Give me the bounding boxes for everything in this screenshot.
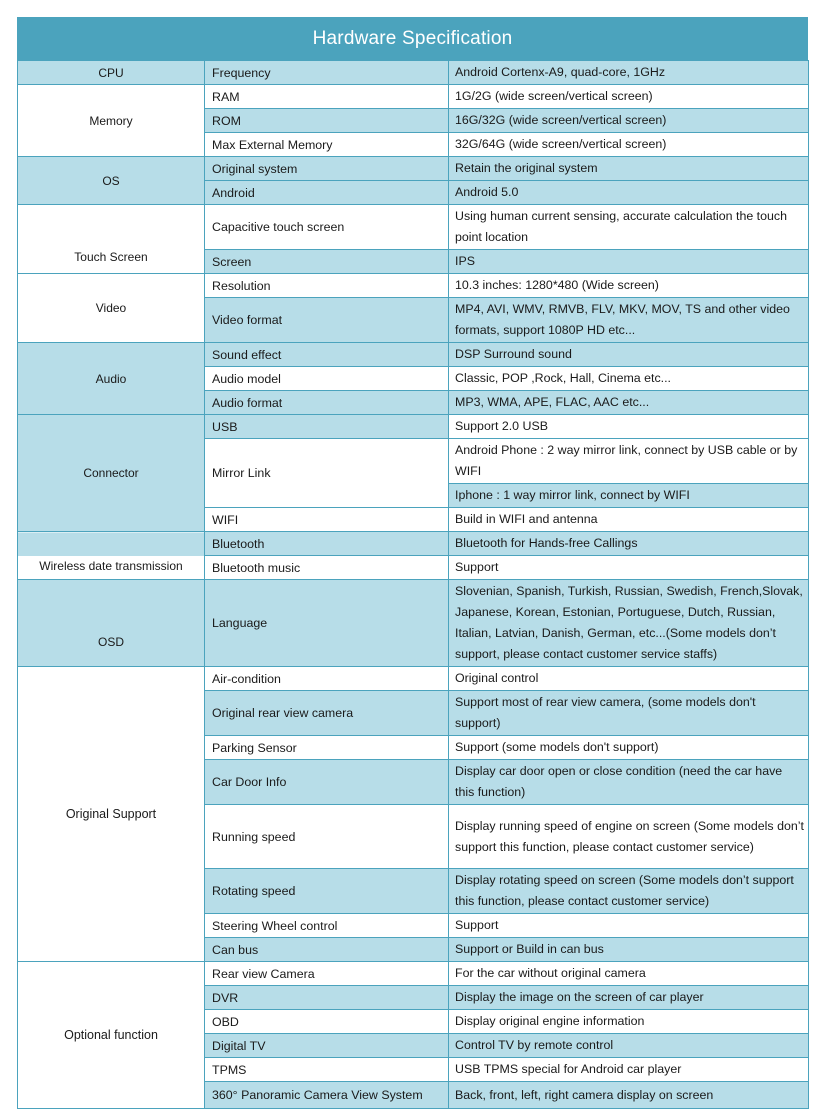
spec-name: Language [205,580,449,667]
spec-name: Car Door Info [205,760,449,805]
spec-name: Air-condition [205,667,449,691]
spec-value: Display the image on the screen of car player [449,986,809,1010]
category-wireless: Wireless date transmission [18,532,205,580]
spec-name: Audio format [205,391,449,415]
table-row [18,962,809,986]
table-row [18,205,809,250]
spec-value: Display rotating speed on screen (Some models don’t support this function, please contact customer service) [449,869,809,914]
spec-value: Android Cortenx-A9, quad-core, 1GHz [449,61,809,85]
spec-name: Original system [205,157,449,181]
table-row [18,157,809,181]
spec-value: Support [449,914,809,938]
spec-value: DSP Surround sound [449,343,809,367]
spec-name: Rotating speed [205,869,449,914]
spec-value: 10.3 inches: 1280*480 (Wide screen) [449,274,809,298]
spec-value: MP4, AVI, WMV, RMVB, FLV, MKV, MOV, TS and other video formats, support 1080P HD etc... [449,298,809,343]
spec-name: Video format [205,298,449,343]
spec-value: Display original engine information [449,1010,809,1034]
spec-value: Support (some models don't support) [449,736,809,760]
spec-value: USB TPMS special for Android car player [449,1058,809,1082]
spec-value: Build in WIFI and antenna [449,508,809,532]
spec-name: Parking Sensor [205,736,449,760]
table-row [18,85,809,109]
category-audio: Audio [18,343,205,415]
spec-value: Original control [449,667,809,691]
category-memory: Memory [18,85,205,157]
spec-value: Support 2.0 USB [449,415,809,439]
spec-value: MP3, WMA, APE, FLAC, AAC etc... [449,391,809,415]
title-bar [17,17,808,60]
spec-value: Android 5.0 [449,181,809,205]
spec-value: For the car without original camera [449,962,809,986]
spec-name: OBD [205,1010,449,1034]
spec-name: WIFI [205,508,449,532]
spec-value: Control TV by remote control [449,1034,809,1058]
category-original-support: Original Support [18,667,205,962]
spec-value: Using human current sensing, accurate calculation the touch point location [449,205,809,250]
spec-value: Back, front, left, right camera display on screen [449,1082,809,1109]
spec-name: Audio model [205,367,449,391]
spec-name: TPMS [205,1058,449,1082]
spec-value: 32G/64G (wide screen/vertical screen) [449,133,809,157]
spec-sheet [17,17,808,1109]
spec-name: Original rear view camera [205,691,449,736]
spec-value: Classic, POP ,Rock, Hall, Cinema etc... [449,367,809,391]
table-row [18,415,809,439]
spec-value: Display car door open or close condition (need the car have this function) [449,760,809,805]
spec-name: Max External Memory [205,133,449,157]
spec-name: Screen [205,250,449,274]
category-optional-function: Optional function [18,962,205,1109]
category-os: OS [18,157,205,205]
spec-value: Display running speed of engine on screen (Some models don’t support this function, please contact customer service) [449,805,809,869]
spec-name: Bluetooth music [205,556,449,580]
table-row [18,532,809,556]
spec-name: Bluetooth [205,532,449,556]
table-row [18,274,809,298]
spec-name: Sound effect [205,343,449,367]
category-touch-screen: Touch Screen [18,205,205,274]
spec-value: Retain the original system [449,157,809,181]
spec-value: Android Phone : 2 way mirror link, connect by USB cable or by WIFI [449,439,809,484]
spec-name: Resolution [205,274,449,298]
spec-name: Mirror Link [205,439,449,508]
category-cpu: CPU [18,61,205,85]
spec-value: 16G/32G (wide screen/vertical screen) [449,109,809,133]
spec-name: Steering Wheel control [205,914,449,938]
spec-name: Android [205,181,449,205]
category-video: Video [18,274,205,343]
table-row [18,667,809,691]
spec-value: Support or Build in can bus [449,938,809,962]
spec-value: Support [449,556,809,580]
category-osd: OSD [18,580,205,667]
spec-name: 360° Panoramic Camera View System [205,1082,449,1109]
spec-value: Iphone : 1 way mirror link, connect by WIFI [449,484,809,508]
spec-name: Running speed [205,805,449,869]
page-title: Hardware Specification [312,28,513,49]
spec-name: USB [205,415,449,439]
table-row [18,61,809,85]
table-row [18,343,809,367]
spec-name: Digital TV [205,1034,449,1058]
spec-value: 1G/2G (wide screen/vertical screen) [449,85,809,109]
spec-name: Can bus [205,938,449,962]
spec-value: IPS [449,250,809,274]
spec-name: ROM [205,109,449,133]
category-connector: Connector [18,415,205,532]
spec-name: Frequency [205,61,449,85]
spec-value: Bluetooth for Hands-free Callings [449,532,809,556]
spec-value: Support most of rear view camera, (some models don't support) [449,691,809,736]
spec-name: RAM [205,85,449,109]
spec-name: Capacitive touch screen [205,205,449,250]
table-row [18,580,809,667]
spec-table [17,60,809,1109]
spec-name: DVR [205,986,449,1010]
spec-name: Rear view Camera [205,962,449,986]
spec-value: Slovenian, Spanish, Turkish, Russian, Swedish, French,Slovak, Japanese, Korean, Estonian, Portuguese, Dutch, Russian, Italian, Latvian, Danish, German, etc...(Some models don’t support, please contact customer service staffs) [449,580,809,667]
